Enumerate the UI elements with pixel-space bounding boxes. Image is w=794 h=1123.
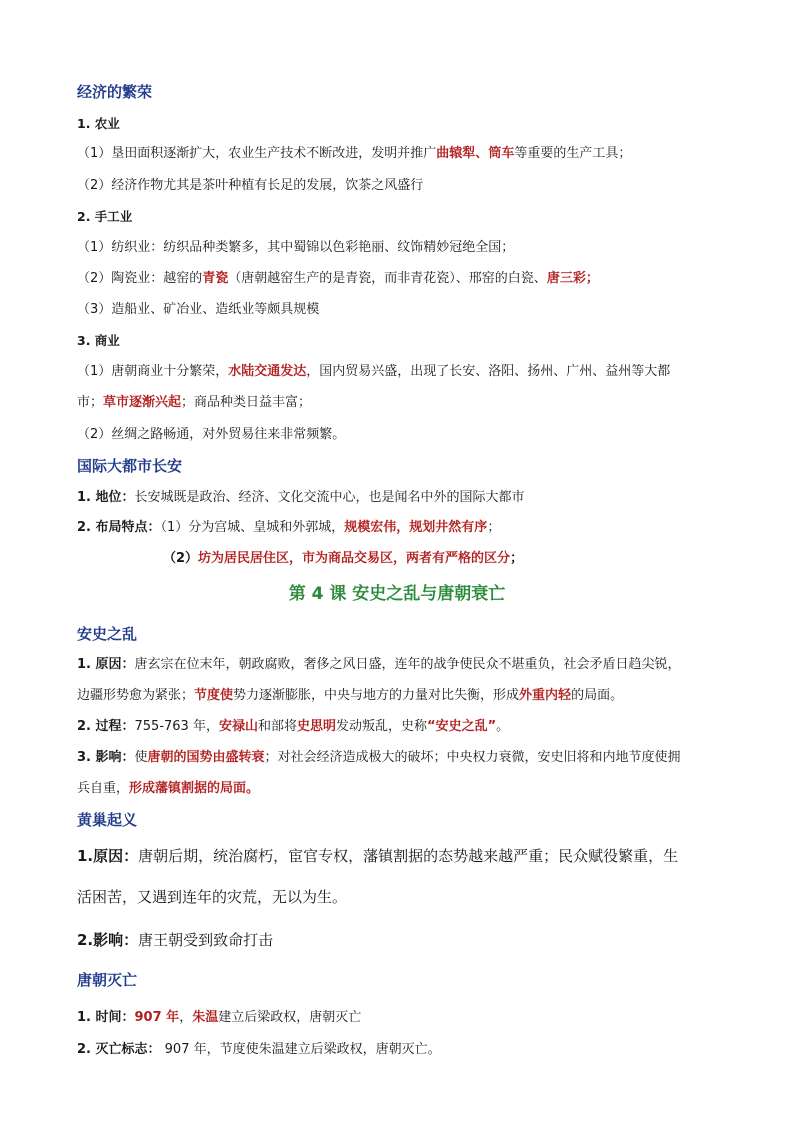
section-heading-tang-fall: 唐朝灭亡	[77, 971, 138, 989]
highlight-shisiming: 史思明	[297, 719, 337, 734]
section-heading-changan: 国际大都市长安	[77, 457, 183, 475]
highlight-tongche: 筒车	[488, 146, 515, 161]
highlight-anlushan: 安禄山	[218, 719, 258, 734]
changan-layout-1	[77, 519, 500, 537]
text: 唐王朝受到致命打击	[138, 931, 274, 949]
tang-fall-mark	[77, 1041, 441, 1059]
changan-position	[77, 489, 525, 507]
anshi-effect-line-1	[77, 749, 681, 767]
text: 的局面。	[571, 688, 624, 703]
text: 和部将	[257, 719, 297, 734]
lesson-title: 第 4 课 安史之乱与唐朝衰亡	[288, 584, 506, 604]
text: ；对社会经济造成极大的破坏；中央权力衰微，安史旧将和内地节度使拥	[264, 750, 681, 765]
handicraft-point-3: （3）造船业、矿冶业、造纸业等颇具规模	[77, 302, 320, 317]
tang-fall-time	[77, 1009, 361, 1027]
highlight-decline: 唐朝的国势由盛转衰	[147, 750, 265, 765]
text: （1）唐朝商业十分繁荣，	[77, 364, 229, 379]
highlight-waizhongneiqing: 外重内轻	[519, 688, 572, 703]
text: 发动叛乱，史称	[336, 719, 428, 734]
label: 3. 影响：	[77, 750, 135, 765]
commerce-point-1-line-1	[77, 363, 670, 381]
text: 势力逐渐膨胀，中央与地方的力量对比失衡，形成	[233, 688, 520, 703]
agriculture-point-1	[77, 145, 631, 163]
handicraft-point-1: （1）纺织业：纺织品种类繁多，其中蜀锦以色彩艳丽、纹饰精妙冠绝全国；	[77, 240, 515, 255]
subheading-handicraft: 2. 手工业	[77, 209, 133, 224]
highlight-transport: 水陆交通发达	[228, 364, 307, 379]
label: 2. 灭亡标志：	[77, 1042, 161, 1057]
subheading-commerce: 3. 商业	[77, 333, 120, 348]
section-heading-anshi: 安史之乱	[77, 625, 138, 643]
text: 边疆形势愈为紧张；	[77, 688, 195, 703]
text: 唐朝后期，统治腐朽，宦官专权，藩镇割据的态势越来越严重；民众赋役繁重，生	[138, 847, 679, 865]
text: ；	[487, 520, 501, 535]
subheading-agriculture: 1. 农业	[77, 116, 120, 131]
huangchao-cause-line-1	[77, 846, 678, 866]
text: （唐朝越窑生产的是青瓷，而非青花瓷）、邢窑的白瓷、	[228, 271, 547, 286]
changan-layout-2	[163, 550, 523, 568]
agriculture-point-2: （2）经济作物尤其是茶叶种植有长足的发展，饮茶之风盛行	[77, 178, 424, 193]
text: ；	[510, 551, 524, 566]
text: （1）垦田面积逐渐扩大，农业生产技术不断改进，发明并推广	[77, 146, 437, 161]
highlight-quyuanli: 曲辕犁	[436, 146, 476, 161]
highlight-fang-shi: 坊为居民居住区，市为商品交易区，两者有严格的区分	[198, 551, 511, 566]
separator: 、	[475, 146, 489, 161]
text: （2）	[163, 551, 199, 566]
text: 使	[134, 750, 148, 765]
text: 。	[496, 719, 510, 734]
commerce-point-2: （2）丝绸之路畅通，对外贸易往来非常频繁。	[77, 427, 346, 442]
highlight-scale: 规模宏伟，规划井然有序	[344, 520, 488, 535]
highlight-qingci: 青瓷	[202, 271, 229, 286]
anshi-effect-line-2	[77, 780, 259, 798]
label: 2. 布局特点：	[77, 520, 161, 535]
anshi-cause-line-1	[77, 656, 681, 674]
huangchao-effect	[77, 930, 273, 950]
text: 唐玄宗在位末年，朝政腐败，奢侈之风日盛，连年的战争使民众不堪重负，社会矛盾日趋尖锐，	[134, 657, 681, 672]
label: 1. 原因：	[77, 657, 135, 672]
anshi-process	[77, 718, 509, 736]
label: 1. 时间：	[77, 1010, 135, 1025]
anshi-cause-line-2	[77, 687, 623, 705]
text: 市；	[77, 395, 104, 410]
text: （2）陶瓷业：越窑的	[77, 271, 203, 286]
text: 755-763 年，	[134, 719, 219, 734]
text: 兵自重，	[77, 781, 130, 796]
text: 907 年，节度使朱温建立后梁政权，唐朝灭亡。	[160, 1042, 441, 1057]
commerce-point-1-line-2	[77, 394, 311, 412]
highlight-jiedushi: 节度使	[194, 688, 234, 703]
label: 1.原因：	[77, 847, 139, 865]
label: 2. 过程：	[77, 719, 135, 734]
section-heading-economy: 经济的繁荣	[77, 83, 153, 101]
highlight-anshi-name: “安史之乱”	[427, 719, 497, 734]
text: 长安城既是政治、经济、文化交流中心，也是闻名中外的国际大都市	[134, 490, 525, 505]
highlight-tangsancai: 唐三彩	[546, 271, 586, 286]
text: （1）分为宫城、皇城和外郭城，	[160, 520, 345, 535]
text: 建立后梁政权，唐朝灭亡	[218, 1010, 362, 1025]
text: ；	[585, 271, 599, 286]
highlight-zhuwen: 朱温	[192, 1010, 219, 1025]
highlight-caoshi: 草市逐渐兴起	[103, 395, 182, 410]
label: 2.影响：	[77, 931, 139, 949]
highlight-fanzhen: 形成藩镇割据的局面。	[129, 781, 260, 796]
huangchao-cause-line-2: 活困苦，又遇到连年的灾荒，无以为生。	[77, 888, 348, 906]
label: 1. 地位：	[77, 490, 135, 505]
section-heading-huangchao: 黄巢起义	[77, 811, 138, 829]
text: ，国内贸易兴盛，出现了长安、洛阳、扬州、广州、益州等大都	[306, 364, 671, 379]
highlight-907: 907 年	[134, 1010, 180, 1025]
text: ，	[179, 1010, 193, 1025]
text: 等重要的生产工具；	[514, 146, 632, 161]
text: ；商品种类日益丰富；	[181, 395, 312, 410]
handicraft-point-2	[77, 270, 599, 288]
